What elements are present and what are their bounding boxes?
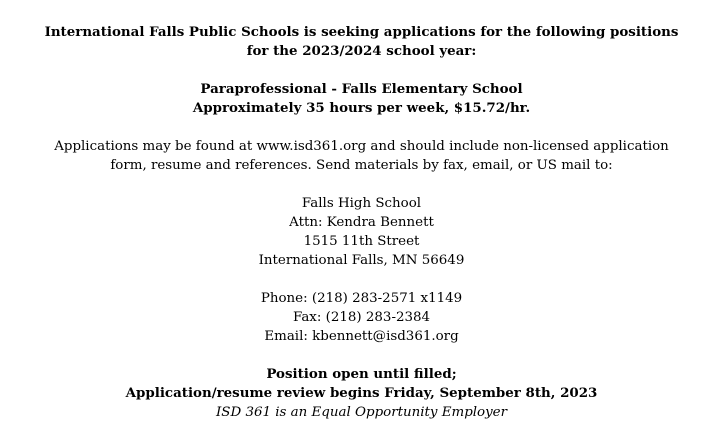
spacer xyxy=(0,118,723,137)
instructions-line-1: Applications may be found at www.isd361.org and should include non-licensed application xyxy=(54,139,669,154)
heading-line-2: for the 2023/2024 school year: xyxy=(246,43,477,59)
spacer xyxy=(0,175,723,194)
contact-phone: Phone: (218) 283-2571 x1149 xyxy=(260,291,463,306)
heading-line-1: International Falls Public Schools is seeking applications for the following positions xyxy=(44,24,679,40)
equal-opportunity-statement: ISD 361 is an Equal Opportunity Employer xyxy=(215,405,508,420)
address-name: Falls High School xyxy=(301,196,422,211)
spacer xyxy=(0,270,723,289)
position-title: Paraprofessional - Falls Elementary School xyxy=(200,81,523,97)
address-street: 1515 11th Street xyxy=(303,234,420,249)
spacer xyxy=(0,346,723,365)
contact-email: Email: kbennett@isd361.org xyxy=(264,329,459,344)
closing-review-date: Application/resume review begins Friday, September 8th, 2023 xyxy=(125,385,598,401)
position-details: Approximately 35 hours per week, $15.72/hr. xyxy=(192,100,531,116)
instructions-line-2: form, resume and references. Send materials by fax, email, or US mail to: xyxy=(110,158,613,173)
closing-open-until-filled: Position open until filled; xyxy=(266,366,457,382)
address-city: International Falls, MN 56649 xyxy=(258,253,465,268)
contact-fax: Fax: (218) 283-2384 xyxy=(292,310,431,325)
address-attn: Attn: Kendra Bennett xyxy=(289,215,434,230)
spacer xyxy=(0,61,723,80)
